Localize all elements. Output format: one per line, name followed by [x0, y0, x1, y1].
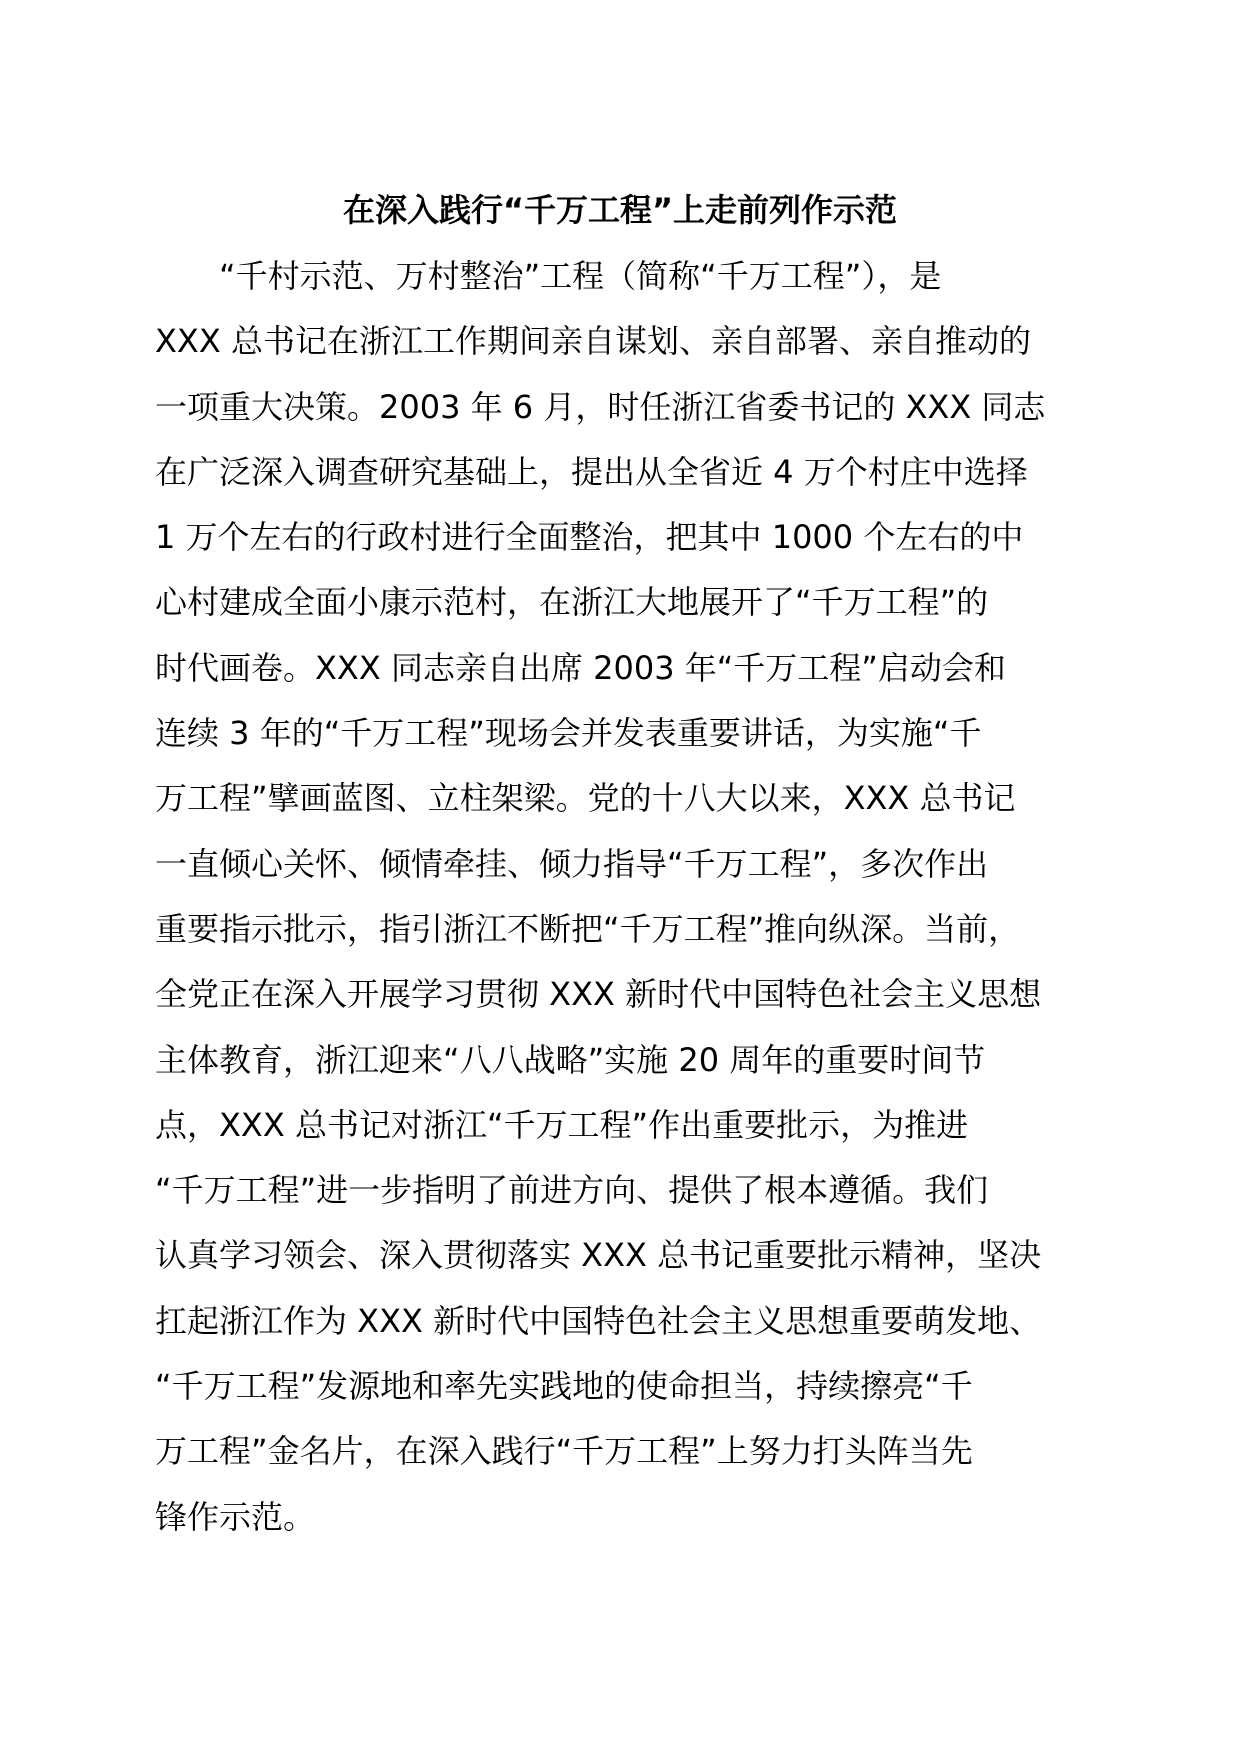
paragraph-line: 点，XXX 总书记对浙江“千万工程”作出重要批示，为推进 — [155, 1105, 969, 1144]
paragraph-line: 主体教育，浙江迎来“八八战略”实施 20 周年的重要时间节 — [155, 1040, 986, 1079]
paragraph-line: 重要指示批示，指引浙江不断把“千万工程”推向纵深。当前， — [155, 909, 1021, 948]
paragraph-line: “千万工程”进一步指明了前进方向、提供了根本遵循。我们 — [155, 1171, 989, 1210]
paragraph-line: 万工程”金名片，在深入践行“千万工程”上努力打头阵当先 — [155, 1432, 973, 1471]
paragraph-line: 1 万个左右的行政村进行全面整治，把其中 1000 个左右的中 — [155, 518, 1024, 557]
paragraph-line: XXX 总书记在浙江工作期间亲自谋划、亲自部署、亲自推动的 — [155, 322, 1031, 361]
paragraph-line: 一项重大决策。2003 年 6 月，时任浙江省委书记的 XXX 同志 — [155, 387, 1046, 426]
paragraph-line: 一直倾心关怀、倾情牵挂、倾力指导“千万工程”，多次作出 — [155, 844, 989, 883]
paragraph-line: 全党正在深入开展学习贯彻 XXX 新时代中国特色社会主义思想 — [155, 975, 1042, 1014]
paragraph-line: 锋作示范。 — [155, 1497, 316, 1536]
paragraph-line: 扛起浙江作为 XXX 新时代中国特色社会主义思想重要萌发地、 — [155, 1301, 1042, 1340]
paragraph-line: 万工程”擘画蓝图、立柱架梁。党的十八大以来，XXX 总书记 — [155, 779, 1016, 818]
paragraph-line: “千村示范、万村整治”工程（简称“千万工程”），是 — [219, 257, 942, 295]
paragraph-line: 时代画卷。XXX 同志亲自出席 2003 年“千万工程”启动会和 — [155, 648, 1006, 687]
paragraph-line: 认真学习领会、深入贯彻落实 XXX 总书记重要批示精神，坚决 — [155, 1236, 1042, 1275]
paragraph-line: 心村建成全面小康示范村，在浙江大地展开了“千万工程”的 — [155, 583, 989, 622]
body-paragraph — [155, 250, 1115, 1556]
paragraph-line: 连续 3 年的“千万工程”现场会并发表重要讲话，为实施“千 — [155, 714, 982, 753]
paragraph-line: 在广泛深入调查研究基础上，提出从全省近 4 万个村庄中选择 — [155, 452, 1028, 491]
paragraph-line: “千万工程”发源地和率先实践地的使命担当，持续擦亮“千 — [155, 1367, 973, 1406]
document-title: 在深入践行“千万工程”上走前列作示范 — [342, 191, 898, 229]
